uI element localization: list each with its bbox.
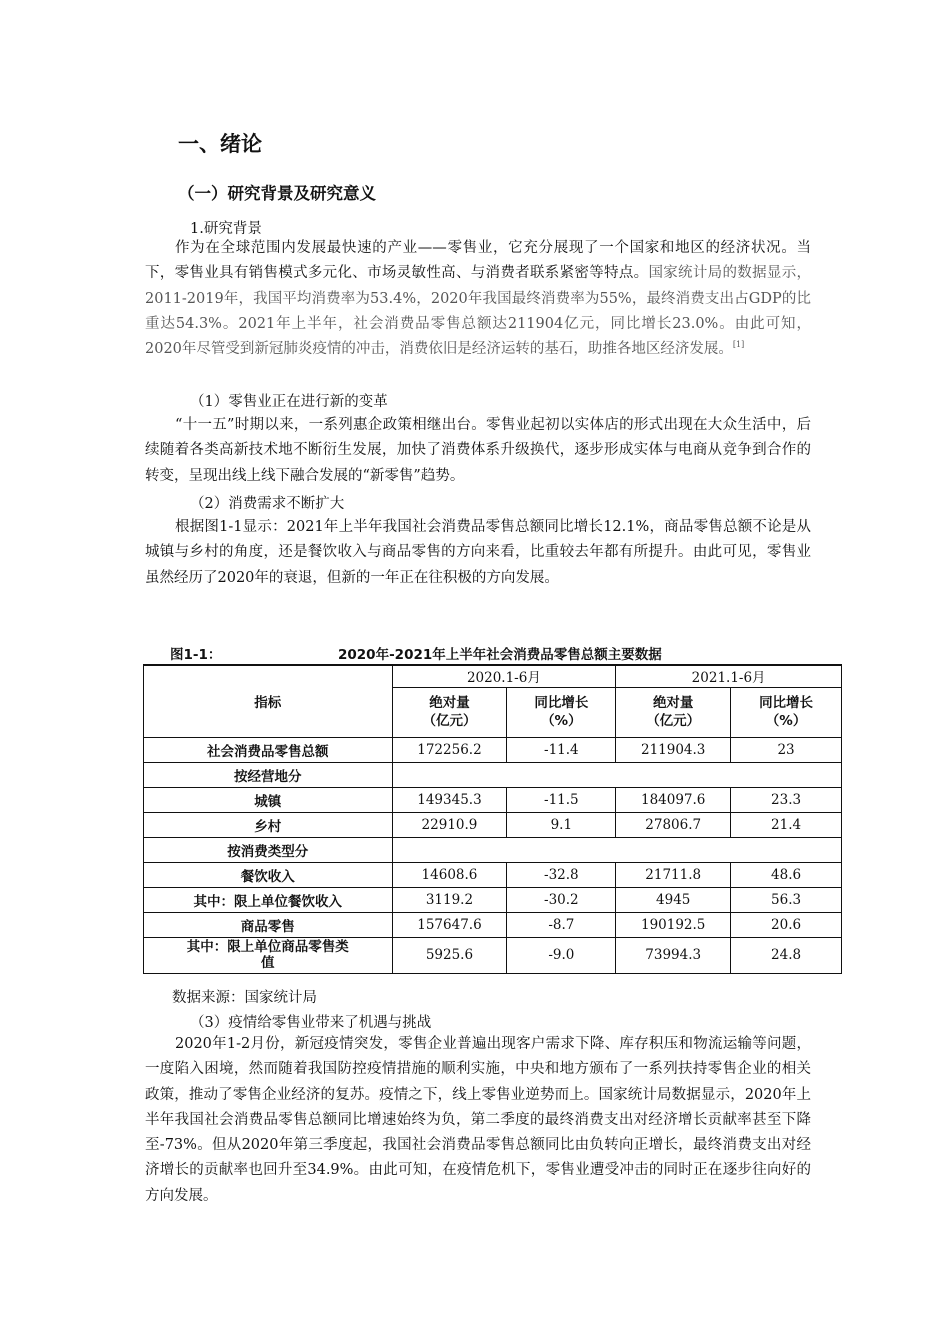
point1-title: （1）零售业正在进行新的变革 xyxy=(190,394,388,410)
row-label: 按经营地分 xyxy=(144,762,393,787)
growth-header-2-line1: 同比增长 xyxy=(759,695,814,711)
cell-value-2020: 157647.6 xyxy=(392,912,507,937)
cell-value-2021: 73994.3 xyxy=(616,937,731,973)
citation-mark[interactable]: [1] xyxy=(732,340,745,350)
cell-growth-2021: 20.6 xyxy=(731,912,842,937)
paragraph-pandemic: 2020年1-2月份，新冠疫情突发，零售企业普遍出现客户需求下降、库存积压和物流运输等问题，一度陷入困境，然而随着我国防控疫情措施的顺利实施，中央和地方颁布了一系列扶持零售企业的相关政策，推动了零售企业经济的复苏。疫情之下，线上零售业逆势而上。国家统计局数据显示，2020年上半年我国社会消费品零售总额同比增速始终为负，第二季度的最终消费支出对经济增长贡献率甚至下降至-73%。但从2020年第三季度起，我国社会消费品零售总额同比由负转向正增长，最终消费支出对经济增长的贡献率也回升至34.9%。由此可知，在疫情危机下，零售业遭受冲击的同时正在逐步往向好的方向发展。 xyxy=(145,1036,811,1204)
figure-title: 2020年-2021年上半年社会消费品零售总额主要数据 xyxy=(338,647,662,663)
growth-header-1-line2: （%） xyxy=(541,713,582,729)
period2-header: 2021.1-6月 xyxy=(616,665,842,687)
point2-title: （2）消费需求不断扩大 xyxy=(190,496,345,512)
cell-growth-2021: 56.3 xyxy=(731,887,842,912)
cell-value-2021: 21711.8 xyxy=(616,862,731,887)
group-blank-cell xyxy=(392,837,841,862)
abs-header-2-line1: 绝对量 xyxy=(652,695,694,711)
group-blank-cell xyxy=(392,762,841,787)
row-label xyxy=(144,937,393,973)
row-label: 城镇 xyxy=(144,787,393,812)
cell-growth-2021: 23.3 xyxy=(731,787,842,812)
table-row xyxy=(144,787,842,812)
period1-header: 2020.1-6月 xyxy=(392,665,616,687)
growth-header-2-line2: （%） xyxy=(765,713,807,729)
cell-growth-2021: 21.4 xyxy=(731,812,842,837)
row-label: 商品零售 xyxy=(144,912,393,937)
data-source-note: 数据来源：国家统计局 xyxy=(172,990,317,1006)
indicator-header: 指标 xyxy=(144,665,393,737)
growth-header-1-line1: 同比增长 xyxy=(534,695,589,711)
cell-value-2020: 3119.2 xyxy=(392,887,507,912)
section-title: 一、绪论 xyxy=(178,132,262,156)
cell-growth-2021: 23 xyxy=(731,737,842,762)
cell-growth-2020: -11.4 xyxy=(507,737,616,762)
subsection-title: （一）研究背景及研究意义 xyxy=(178,184,376,203)
paragraph-background-part1: 作为在全球范围内发展最快速的产业——零售业，它充分展现了一个国家和地区的经济状况。当下，零售业具有销售模式多元化、市场灵敏性高、与消费者联系紧密等特点。 xyxy=(145,240,811,282)
cell-value-2021: 27806.7 xyxy=(616,812,731,837)
cell-growth-2020: -9.0 xyxy=(507,937,616,973)
cell-growth-2020: -11.5 xyxy=(507,787,616,812)
table-row xyxy=(144,812,842,837)
cell-value-2020: 5925.6 xyxy=(392,937,507,973)
cell-value-2021: 190192.5 xyxy=(616,912,731,937)
row-label: 社会消费品零售总额 xyxy=(144,737,393,762)
row-label: 其中：限上单位餐饮收入 xyxy=(144,887,393,912)
cell-value-2021: 211904.3 xyxy=(616,737,731,762)
table-row xyxy=(144,862,842,887)
paragraph-background-part2: 国家统计局的数据显示，2011-2019年，我国平均消费率为53.4%，2020年我国最终消费率为55%，最终消费支出占GDP的比重达54.3%。2021年上半年，社会消费品零售总额达211904亿元，同比增长23.0%。由此可知，2020年尽管受到新冠肺炎疫情的冲击，消费依旧是经济运转的基石，助推各地区经济发展。 xyxy=(145,265,812,358)
abs-header-2-line2: （亿元） xyxy=(646,713,701,729)
cell-value-2020: 22910.9 xyxy=(392,812,507,837)
paragraph-retail-reform: “十一五”时期以来，一系列惠企政策相继出台。零售业起初以实体店的形式出现在大众生活中，后续随着各类高新技术地不断衍生发展，加快了消费体系升级换代，逐步形成实体与电商从竞争到合作的转变，呈现出线上线下融合发展的“新零售”趋势。 xyxy=(145,417,811,484)
retail-data-table xyxy=(143,664,842,974)
cell-growth-2021: 24.8 xyxy=(731,937,842,973)
cell-value-2021: 184097.6 xyxy=(616,787,731,812)
subsubsection-title: 1.研究背景 xyxy=(190,221,262,237)
table-header-row xyxy=(144,665,842,687)
abs-header-1 xyxy=(392,687,507,737)
growth-header-1 xyxy=(507,687,616,737)
paragraph-background xyxy=(145,236,811,362)
row-label-line2: 值 xyxy=(261,955,275,971)
cell-growth-2020: 9.1 xyxy=(507,812,616,837)
cell-growth-2020: -30.2 xyxy=(507,887,616,912)
point3-title: （3）疫情给零售业带来了机遇与挑战 xyxy=(190,1015,432,1031)
cell-value-2020: 14608.6 xyxy=(392,862,507,887)
row-label: 餐饮收入 xyxy=(144,862,393,887)
table-row-group xyxy=(144,837,842,862)
table-row xyxy=(144,937,842,973)
table-row-group xyxy=(144,762,842,787)
table-row xyxy=(144,912,842,937)
table-row xyxy=(144,887,842,912)
cell-growth-2021: 48.6 xyxy=(731,862,842,887)
cell-growth-2020: -32.8 xyxy=(507,862,616,887)
row-label: 乡村 xyxy=(144,812,393,837)
paragraph-demand: 根据图1-1显示：2021年上半年我国社会消费品零售总额同比增长12.1%，商品零售总额不论是从城镇与乡村的角度，还是餐饮收入与商品零售的方向来看，比重较去年都有所提升。由此可见，零售业虽然经历了2020年的衰退，但新的一年正在往积极的方向发展。 xyxy=(145,519,811,586)
growth-header-2 xyxy=(731,687,842,737)
cell-growth-2020: -8.7 xyxy=(507,912,616,937)
cell-value-2020: 149345.3 xyxy=(392,787,507,812)
cell-value-2021: 4945 xyxy=(616,887,731,912)
abs-header-1-line2: （亿元） xyxy=(422,713,477,729)
abs-header-1-line1: 绝对量 xyxy=(429,695,470,711)
table-row xyxy=(144,737,842,762)
abs-header-2 xyxy=(616,687,731,737)
row-label-line1: 其中：限上单位商品零售类 xyxy=(186,939,349,955)
figure-label: 图1-1： xyxy=(170,647,222,663)
cell-value-2020: 172256.2 xyxy=(392,737,507,762)
row-label: 按消费类型分 xyxy=(144,837,393,862)
